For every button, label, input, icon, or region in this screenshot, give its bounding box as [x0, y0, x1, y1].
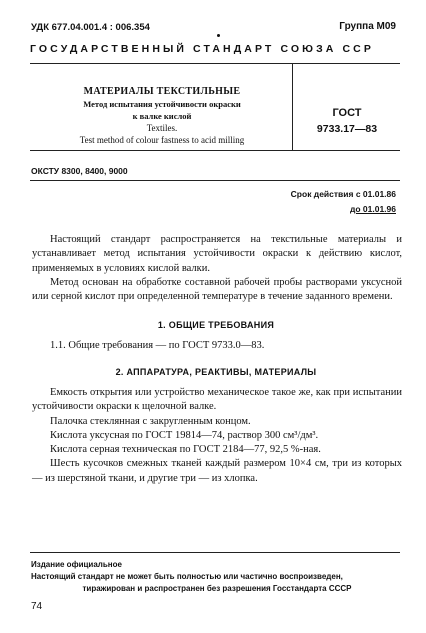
document-title: МАТЕРИАЛЫ ТЕКСТИЛЬНЫЕ: [83, 86, 241, 97]
validity-from: Срок действия с 01.01.86: [290, 189, 396, 199]
edition-label: Издание официальное: [31, 560, 122, 569]
group-code: Группа М09: [339, 21, 396, 32]
section-2-item: Шесть кусочков смежных тканей каждый размером 10×4 см, три из которых — из шерстяной ткани, и другие три — из хлопка.: [32, 458, 402, 484]
english-title-line2: Test method of colour fastness to acid milling: [79, 135, 245, 145]
validity-to: до 01.01.96: [349, 204, 396, 214]
section-2-body: [32, 386, 402, 486]
section-2-item: Кислота серная техническая по ГОСТ 2184—77, 92,5 %-ная.: [50, 444, 321, 456]
section-2-heading: 2. АППАРАТУРА, РЕАКТИВЫ, МАТЕРИАЛЫ: [115, 367, 317, 377]
intro-paragraph-2: Метод основан на обработке составной рабочей пробы растворами уксусной или серной кислот при определенной температуре в течение заданного времени.: [32, 276, 402, 303]
gost-block: [292, 105, 402, 137]
copyright-notice-line1: Настоящий стандарт не может быть полностью или частично воспроизведен,: [31, 572, 343, 581]
intro-text: [32, 233, 402, 304]
okstu-codes: ОКСТУ 8300, 8400, 9000: [31, 166, 128, 176]
section-1-heading: 1. ОБЩИЕ ТРЕБОВАНИЯ: [157, 320, 275, 330]
section-2-item: Емкость открытия или устройство механическое такое же, как при испытании устойчивости окраски к щелочной валке.: [32, 387, 402, 413]
gost-label: ГОСТ: [332, 107, 362, 119]
validity-block: [291, 187, 396, 217]
footer-block: [31, 559, 403, 595]
intro-paragraph-1: Настоящий стандарт распространяется на текстильные материалы и устанавливает метод испытания устойчивости окраски к действию кислот, применяемых в условиях кислой валки.: [32, 234, 402, 274]
top-rule: [30, 63, 400, 64]
section-2-item: Кислота уксусная по ГОСТ 19814—74, раствор 300 см³/дм³.: [50, 429, 319, 441]
page-number: 74: [31, 601, 43, 612]
section-2-item: Палочка стеклянная с закругленным концом.: [50, 415, 251, 427]
copyright-notice-line2: тиражирован и распространен без разрешения Госстандарта СССР: [82, 584, 352, 593]
document-subtitle-line2: к валке кислой: [132, 111, 192, 121]
document-subtitle-line1: Метод испытания устойчивости окраски: [83, 99, 241, 109]
footer-rule: [30, 552, 400, 553]
section-1-item-1: 1.1. Общие требования — по ГОСТ 9733.0—83.: [50, 340, 265, 351]
english-title-line1: Textiles.: [146, 123, 178, 133]
section-1-body: [32, 339, 402, 353]
title-bottom-rule: [30, 150, 400, 151]
standard-title: ГОСУДАРСТВЕННЫЙ СТАНДАРТ СОЮЗА ССР: [30, 43, 374, 55]
title-block: [30, 86, 294, 146]
okstu-rule: [30, 180, 400, 181]
gost-number: 9733.17—83: [316, 123, 378, 135]
udk-code: УДК 677.04.001.4 : 006.354: [31, 22, 150, 33]
decorative-dot: [217, 34, 220, 37]
